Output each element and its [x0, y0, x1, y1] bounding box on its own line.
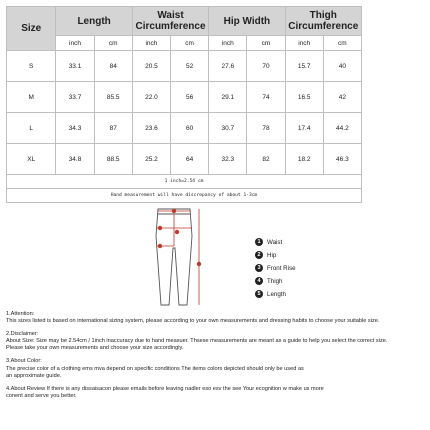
value-cell: 33.7	[56, 82, 94, 113]
units-row	[7, 36, 362, 51]
note-line: About Size: Size may be 2.54cm / 1inch inaccuracy due to hand measuer. Thsese measurements are meant as a guide to help you select the correct size.	[6, 338, 388, 345]
header-row	[7, 7, 362, 36]
table-row	[7, 82, 362, 113]
value-cell: 15.7	[285, 51, 323, 82]
unit-cell: inch	[132, 36, 170, 51]
unit-cell: cm	[247, 36, 285, 51]
value-cell: 70	[247, 51, 285, 82]
legend-label: Waist	[267, 238, 283, 246]
note-title: 4.About Review If there is any dissaisacon please emails before leaving nadler eso esv the see Your ecognition w make us more	[6, 385, 324, 392]
note-line: This sizes listed is based on international sizing system, please according to your own measurements and dressing habits to choose your suitable size.	[6, 318, 380, 325]
value-cell: 17.4	[285, 113, 323, 144]
value-cell: 46.3	[323, 144, 361, 175]
value-cell: 27.6	[209, 51, 247, 82]
value-cell: 42	[323, 82, 361, 113]
unit-cell: inch	[285, 36, 323, 51]
note-line: Please take your own measurements and choose your size accordingly.	[6, 345, 184, 352]
header-cell: Waist Circumference	[132, 7, 208, 36]
size-chart-table	[6, 6, 362, 203]
table-note-row	[7, 175, 362, 189]
header-cell: Size	[7, 7, 56, 51]
number-badge-icon: 3	[255, 264, 263, 272]
value-cell: 44.2	[323, 113, 361, 144]
measurement-legend	[255, 236, 296, 301]
size-cell: L	[7, 113, 56, 144]
value-cell: 64	[171, 144, 209, 175]
header-cell: Hip Width	[209, 7, 285, 36]
value-cell: 18.2	[285, 144, 323, 175]
table-note-row	[7, 189, 362, 203]
legend-item	[255, 236, 296, 248]
value-cell: 82	[247, 144, 285, 175]
value-cell: 29.1	[209, 82, 247, 113]
value-cell: 32.3	[209, 144, 247, 175]
table-row	[7, 51, 362, 82]
note-line: an approximate guide.	[6, 372, 62, 379]
value-cell: 30.7	[209, 113, 247, 144]
table-row	[7, 113, 362, 144]
conversion-note: 1 inch=2.54 cm	[7, 175, 362, 189]
unit-cell: cm	[94, 36, 132, 51]
value-cell: 88.5	[94, 144, 132, 175]
number-badge-icon: 2	[255, 251, 263, 259]
value-cell: 25.2	[132, 144, 170, 175]
pants-diagram	[146, 206, 226, 308]
value-cell: 74	[247, 82, 285, 113]
value-cell: 60	[171, 113, 209, 144]
header-cell: Thigh Circumference	[285, 7, 361, 36]
number-badge-icon: 4	[255, 277, 263, 285]
legend-label: Length	[267, 290, 286, 298]
note-title: 2.Disclaimer:	[6, 331, 39, 338]
value-cell: 33.1	[56, 51, 94, 82]
unit-cell: cm	[171, 36, 209, 51]
legend-item	[255, 262, 296, 274]
value-cell: 22.0	[132, 82, 170, 113]
note-line: conent and serve you better.	[6, 392, 77, 399]
value-cell: 78	[247, 113, 285, 144]
value-cell: 84	[94, 51, 132, 82]
value-cell: 34.3	[56, 113, 94, 144]
unit-cell: cm	[323, 36, 361, 51]
value-cell: 52	[171, 51, 209, 82]
discrepancy-note: Hand measurement will have discrepancy of about 1-3cm	[7, 189, 362, 203]
table-row	[7, 144, 362, 175]
notes-section	[6, 311, 424, 400]
note-line: The precise color of a clothing ems mva depend on specific conditions The items colors depicted should only be used as	[6, 365, 304, 372]
value-cell: 87	[94, 113, 132, 144]
value-cell: 16.5	[285, 82, 323, 113]
size-cell: XL	[7, 144, 56, 175]
legend-item	[255, 275, 296, 287]
number-badge-icon: 1	[255, 238, 263, 246]
unit-cell: inch	[209, 36, 247, 51]
size-cell: S	[7, 51, 56, 82]
legend-label: Hip	[267, 251, 277, 259]
header-cell: Length	[56, 7, 132, 36]
value-cell: 40	[323, 51, 361, 82]
value-cell: 56	[171, 82, 209, 113]
value-cell: 85.5	[94, 82, 132, 113]
size-cell: M	[7, 82, 56, 113]
legend-label: Thigh	[267, 277, 283, 285]
number-badge-icon: 5	[255, 290, 263, 298]
note-title: 1.Attention:	[6, 311, 35, 317]
value-cell: 20.5	[132, 51, 170, 82]
unit-cell: inch	[56, 36, 94, 51]
value-cell: 23.6	[132, 113, 170, 144]
note-title: 3.About Color:	[6, 358, 42, 365]
legend-item	[255, 288, 296, 300]
legend-label: Front Rise	[267, 264, 296, 272]
value-cell: 34.8	[56, 144, 94, 175]
legend-item	[255, 249, 296, 261]
